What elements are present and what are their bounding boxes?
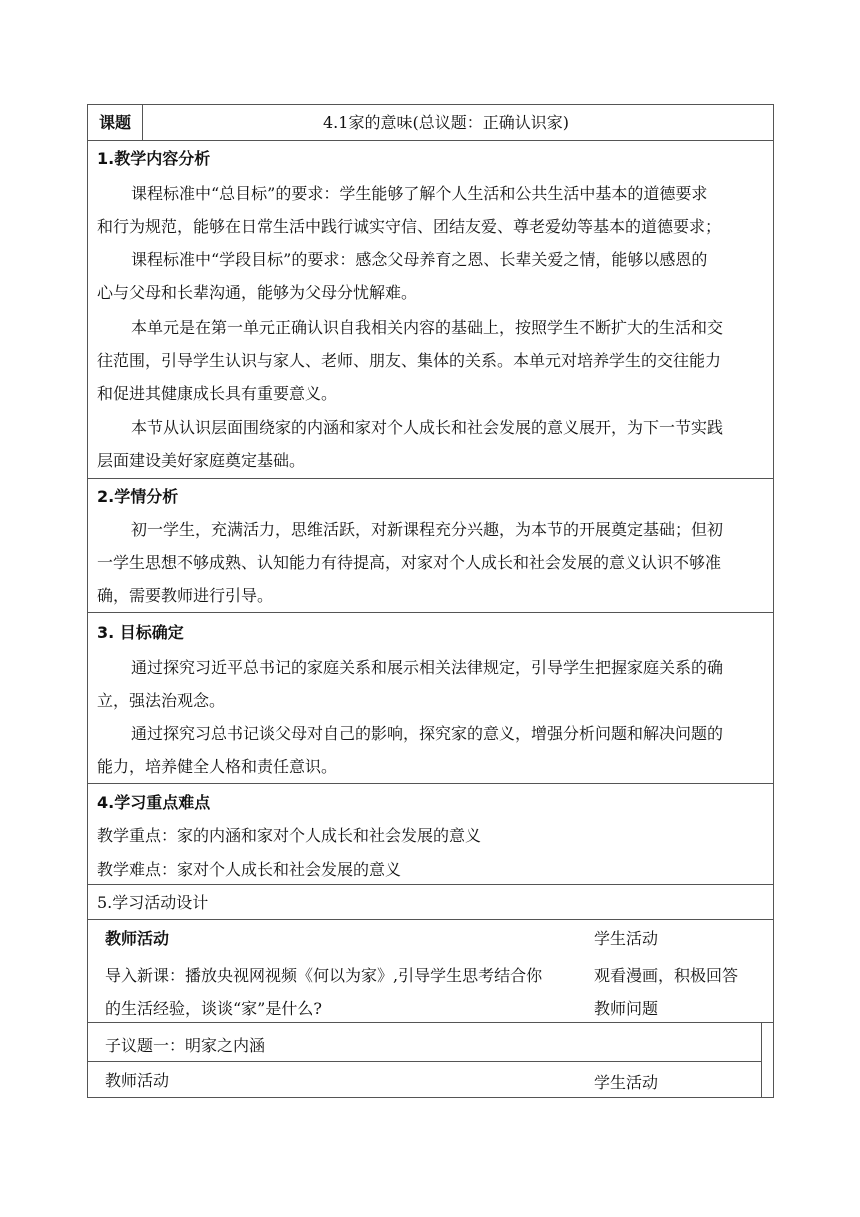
teacher-activity-label-2: 教师活动 <box>105 1071 170 1090</box>
sub-topic-title: 子议题一：明家之内涵 <box>105 1036 266 1055</box>
key-point: 教学重点：家的内涵和家对个人成长和社会发展的意义 <box>97 826 482 845</box>
section-heading-key-points: 4.学习重点难点 <box>97 793 211 812</box>
teacher-activity-text: 导入新课：播放央视网视频《何以为家》,引导学生思考结合你 的生活经验，谈谈“家”是什么? <box>105 966 543 1018</box>
row-divider <box>87 783 774 784</box>
section-heading-learner-analysis: 2.学情分析 <box>97 487 179 506</box>
row-divider <box>87 1022 774 1023</box>
paragraph: 本节从认识层面围绕家的内涵和家对个人成长和社会发展的意义展开，为下一节实践 层面建设美好家庭奠定基础。 <box>97 418 724 470</box>
row-divider <box>87 140 774 141</box>
row-divider <box>87 884 774 885</box>
section-heading-content-analysis: 1.教学内容分析 <box>97 149 211 168</box>
lesson-title: 4.1家的意味(总议题：正确认识家) <box>323 113 569 132</box>
paragraph: 通过探究习近平总书记的家庭关系和展示相关法律规定，引导学生把握家庭关系的确 立，强法治观念。 <box>97 658 724 710</box>
section-heading-activity-design: 5.学习活动设计 <box>97 893 209 912</box>
paragraph: 通过探究习总书记谈父母对自己的影响，探究家的意义，增强分析问题和解决问题的 能力，培养健全人格和责任意识。 <box>97 724 724 776</box>
student-activity-label: 学生活动 <box>594 929 659 948</box>
paragraph: 课程标准中“学段目标”的要求：感念父母养育之恩、长辈关爱之情，能够以感恩的 心与父母和长辈沟通，能够为父母分忧解难。 <box>97 250 708 302</box>
difficult-point: 教学难点：家对个人成长和社会发展的意义 <box>97 860 402 879</box>
section-heading-objectives: 3. 目标确定 <box>97 623 184 642</box>
row-divider <box>87 478 774 479</box>
paragraph: 初一学生，充满活力，思维活跃，对新课程充分兴趣，为本节的开展奠定基础；但初 一学生思想不够成熟、认知能力有待提高，对家对个人成长和社会发展的意义认识不够准 确，需要教师进行引导。 <box>97 520 724 605</box>
row-divider <box>87 612 774 613</box>
header-divider <box>142 104 143 140</box>
row-divider <box>87 919 774 920</box>
inner-table-border <box>761 1022 762 1098</box>
paragraph: 本单元是在第一单元正确认识自我相关内容的基础上，按照学生不断扩大的生活和交 往范围，引导学生认识与家人、老师、朋友、集体的关系。本单元对培养学生的交往能力 和促进其健康成长具有重要意义。 <box>97 318 724 403</box>
student-activity-label-2: 学生活动 <box>594 1073 659 1092</box>
header-label: 课题 <box>99 113 132 132</box>
teacher-activity-label: 教师活动 <box>105 929 170 948</box>
student-activity-text: 观看漫画，积极回答 教师问题 <box>594 966 739 1018</box>
row-divider <box>87 1061 762 1062</box>
paragraph: 课程标准中“总目标”的要求：学生能够了解个人生活和公共生活中基本的道德要求 和行为规范，能够在日常生活中践行诚实守信、团结友爱、尊老爱幼等基本的道德要求； <box>97 184 722 236</box>
